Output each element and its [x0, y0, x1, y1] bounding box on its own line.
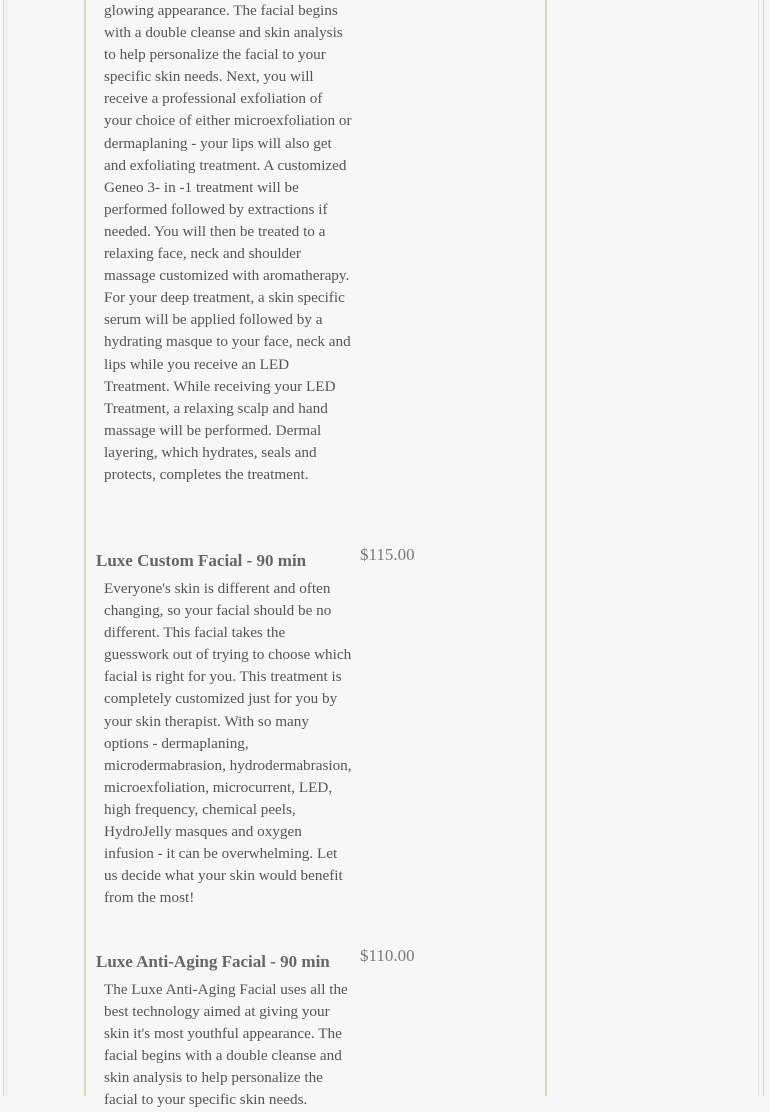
item-price-luxe-anti-aging-facial: $110.00: [360, 946, 415, 965]
item-description-luxe-anti-aging-facial: The Luxe Anti-Aging Facial uses all the best technology aimed at giving your skin it's most youthful appearance. The facial begins with a double cleanse and skin analysis to help personalize the facial to your specific skin needs.: [104, 981, 348, 1109]
item-title-luxe-anti-aging-facial: Luxe Anti-Aging Facial - 90 min: [96, 952, 330, 971]
item-title-luxe-custom-facial: Luxe Custom Facial - 90 min: [96, 551, 307, 570]
previous-item-description: glowing appearance. The facial begins with a double cleanse and skin analysis to help personalize the facial to your specific skin needs. Next, you will receive a professional exfoliation of your choice of either microexfoliation or dermaplaning - your lips will also get and exfoliating treatment. A customized Geneo 3- in -1 treatment will be performed followed by extractions if needed. You will then be treated to a relaxing face, neck and shoulder massage customized with aromatherapy. For your deep treatment, a skin specific serum will be applied followed by a hydrating masque to your face, neck and lips while you receive an LED Treatment. While receiving your LED Treatment, a relaxing scalp and hand massage will be performed. Dermal layering, which hydrates, seals and protects, completes the treatment.: [104, 2, 352, 483]
item-description-luxe-custom-facial: Everyone's skin is different and often changing, so your facial should be no different. This facial takes the guesswork out of trying to choose which facial is right for you. This treatment is completely customized just for you by your skin therapist. With so many options - dermaplaning, microdermabrasion, hydrodermabrasion, microexfoliation, microcurrent, LED, high frequency, chemical peels, HydroJelly masques and oxygen infusion - it can be overwhelming. Let us decide what your skin would benefit from the most!: [104, 580, 352, 907]
item-price-luxe-custom-facial: $115.00: [360, 545, 415, 564]
